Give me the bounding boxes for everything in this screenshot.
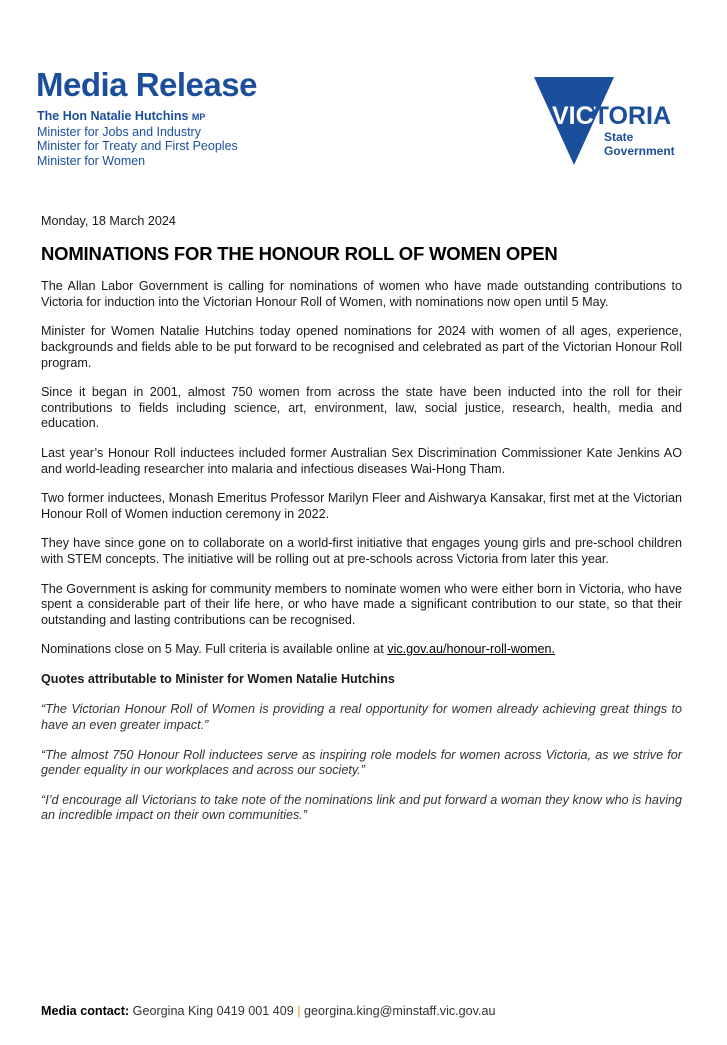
logo-wordmark: VICTORIA <box>552 102 671 130</box>
release-date: Monday, 18 March 2024 <box>41 214 176 228</box>
minister-block <box>37 109 238 168</box>
honour-roll-link[interactable]: vic.gov.au/honour-roll-women. <box>387 642 556 657</box>
quotes-heading: Quotes attributable to Minister for Women Natalie Hutchins <box>41 671 395 686</box>
media-release-title: Media Release <box>36 66 257 103</box>
paragraph: The Allan Labor Government is calling for nominations of women who have made outstanding contributions to Victoria for induction into the Victorian Honour Roll of Women, with nominations now open until 5 May. <box>41 279 682 309</box>
quote: “I’d encourage all Victorians to take note of the nominations link and put forward a woman they know who is having an incredible impact on their own communities.” <box>41 792 682 823</box>
victoria-state-government-logo <box>534 77 694 167</box>
portfolio: Minister for Jobs and Industry <box>37 124 201 139</box>
contact-email: georgina.king@minstaff.vic.gov.au <box>304 1004 496 1018</box>
headline: NOMINATIONS FOR THE HONOUR ROLL OF WOMEN OPEN <box>41 242 558 264</box>
quote: “The almost 750 Honour Roll inductees serve as inspiring role models for women across Victoria, as we strive for gender equality in our workplaces and across our society.” <box>41 747 682 778</box>
paragraph: They have since gone on to collaborate on a world-first initiative that engages young girls and pre-school children with STEM concepts. The initiative will be rolling out at pre-schools across Victoria from later this year. <box>41 536 682 566</box>
quote: “The Victorian Honour Roll of Women is providing a real opportunity for women already achieving great things to have an even greater impact.” <box>41 702 682 733</box>
contact-separator: | <box>297 1004 301 1018</box>
paragraph: The Government is asking for community members to nominate women who were either born in Victoria, who have spent a considerable part of their life here, or who have made a significant contribution to our state, so that their outstanding and lasting contributions can be recognised. <box>41 581 682 627</box>
minister-suffix: MP <box>191 112 206 122</box>
logo-government: Government <box>604 144 675 158</box>
release-body <box>41 214 682 838</box>
contact-label: Media contact: <box>41 1004 130 1018</box>
paragraph: Minister for Women Natalie Hutchins today opened nominations for 2024 with women of all ages, experience, backgrounds and fields able to be put forward to be recognised and celebrated as part of the Victorian Honour Roll program. <box>41 324 682 370</box>
media-contact <box>41 1004 496 1018</box>
paragraph: Since it began in 2001, almost 750 women from across the state have been inducted into the roll for their contributions to fields including science, art, environment, law, social justice, research, health, media and education. <box>41 385 682 431</box>
portfolio: Minister for Women <box>37 153 146 168</box>
closing-text: Nominations close on 5 May. Full criteria is available online at <box>41 642 388 657</box>
paragraph: Last year’s Honour Roll inductees included former Australian Sex Discrimination Commissioner Kate Jenkins AO and world-leading researcher into malaria and infectious diseases Wai-Hong Tham. <box>41 445 682 476</box>
minister-name: The Hon Natalie Hutchins <box>37 109 189 123</box>
paragraph: Two former inductees, Monash Emeritus Professor Marilyn Fleer and Aishwarya Kansakar, first met at the Victorian Honour Roll of Women induction ceremony in 2022. <box>41 491 682 521</box>
contact-name-phone: Georgina King 0419 001 409 <box>132 1004 294 1018</box>
logo-state: State <box>604 130 634 144</box>
closing-paragraph <box>41 642 682 658</box>
portfolio: Minister for Treaty and First Peoples <box>37 139 238 153</box>
